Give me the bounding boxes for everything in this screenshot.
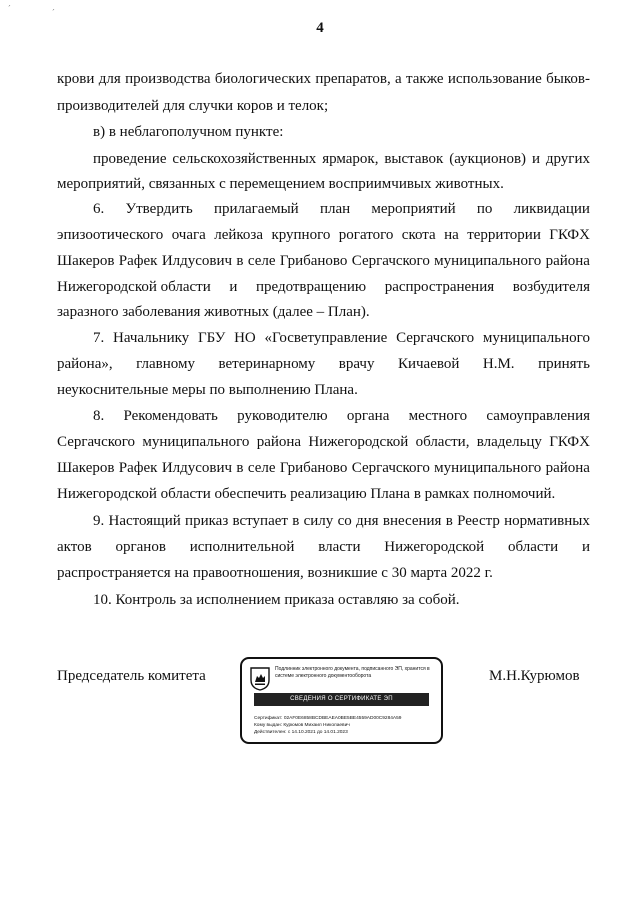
scan-mark: ˊ	[52, 8, 55, 17]
word: распространения	[384, 279, 495, 295]
word: план	[319, 201, 351, 217]
validity-label: Действителен:	[254, 730, 287, 735]
word: Шакеров	[57, 253, 115, 269]
stamp-note: Подлинник электронного документа, подписанного ЭП, хранится в системе электронного документооборота	[275, 666, 430, 679]
word: территории	[467, 227, 541, 243]
paragraph-line: производителей для случки коров и телок;	[57, 98, 329, 114]
word: Н.М.	[482, 356, 515, 372]
word: (аукционов)	[449, 151, 527, 167]
word: вступает	[232, 513, 288, 529]
paragraph-line: 10. Контроль за исполнением приказа оставляю за собой.	[93, 592, 460, 608]
validity-row	[254, 730, 348, 736]
word: селе	[247, 460, 276, 476]
paragraph-line	[93, 200, 590, 218]
word: и	[531, 151, 540, 167]
word: Рафек	[118, 460, 158, 476]
paragraph-line	[57, 252, 590, 270]
word: принять	[538, 356, 590, 372]
certificate-value: 02AF0E6858BCDBEAEA0BE5BE4559AD00C9284A59	[283, 716, 402, 721]
paragraph-line	[93, 407, 590, 425]
word: владельцу	[476, 434, 542, 450]
paragraph-line	[57, 459, 590, 477]
paragraph-line	[57, 278, 590, 296]
word: 6.	[93, 201, 105, 217]
word: района	[256, 434, 302, 450]
word: Сергачского	[351, 253, 430, 269]
word: в	[236, 460, 244, 476]
word: актов	[57, 539, 92, 555]
word: прилагаемый	[213, 201, 299, 217]
paragraph-line	[57, 355, 590, 373]
coat-of-arms-icon	[250, 667, 270, 691]
word: крови	[57, 71, 95, 87]
word: Кичаевой	[397, 356, 460, 372]
word: муниципального	[482, 330, 590, 346]
validity-value: с 14.10.2021 до 14.01.2023	[287, 730, 348, 735]
word: муниципального	[434, 253, 542, 269]
word: и	[581, 539, 590, 555]
electronic-signature-stamp	[240, 657, 443, 744]
word: Утвердить	[125, 201, 193, 217]
word: дня	[356, 513, 379, 529]
word: района»,	[57, 356, 113, 372]
word: производства	[125, 71, 211, 87]
word: области,	[415, 434, 470, 450]
word: по	[476, 201, 493, 217]
word: препаратов,	[315, 71, 391, 87]
paragraph-line	[93, 150, 590, 168]
word: селе	[247, 253, 276, 269]
word: Грибаново	[279, 253, 348, 269]
paragraph-line	[57, 538, 590, 556]
word: биологических	[214, 71, 312, 87]
word: руководителю	[237, 408, 328, 424]
word: ГБУ	[197, 330, 226, 346]
paragraph-line	[57, 70, 590, 88]
word: главному	[136, 356, 195, 372]
issued-to-label: Кому выдан:	[254, 723, 282, 728]
word: скота	[401, 227, 436, 243]
word: Сергачского	[396, 330, 475, 346]
word: мероприятий	[371, 201, 456, 217]
word: Шакеров	[57, 460, 115, 476]
page-number: 4	[316, 20, 324, 36]
word: муниципального	[142, 434, 250, 450]
issued-to-value: Курюмов Михаил Николаевич	[283, 723, 350, 728]
word: Реестр	[457, 513, 500, 529]
word: использование	[447, 71, 542, 87]
word: внесения	[382, 513, 442, 529]
word: Сергачского	[351, 460, 430, 476]
word: врачу	[338, 356, 375, 372]
paragraph-line: заразного заболевания животных (далее – План).	[57, 304, 370, 320]
word: власти	[318, 539, 361, 555]
word: приказ	[185, 513, 229, 529]
word: Нижегородской	[308, 434, 409, 450]
word: предотвращению	[255, 279, 367, 295]
word: ветеринарному	[218, 356, 316, 372]
word: самоуправления	[486, 408, 590, 424]
word: рогатого	[338, 227, 394, 243]
word: Рекомендовать	[123, 408, 218, 424]
paragraph-line	[93, 512, 590, 530]
word: Настоящий	[108, 513, 181, 529]
word: на	[444, 227, 459, 243]
word: ГКФХ	[549, 227, 590, 243]
paragraph-line: в) в неблагополучном пункте:	[93, 124, 284, 140]
word: Нижегородской области	[57, 279, 211, 295]
word: Рафек	[118, 253, 158, 269]
word: в	[445, 513, 453, 529]
word: а	[395, 71, 402, 87]
word: Нижегородской	[384, 539, 485, 555]
word: ГКФХ	[549, 434, 590, 450]
paragraph-line: Нижегородской области обеспечить реализацию Плана в рамках полномочий.	[57, 486, 556, 502]
word: района	[545, 460, 590, 476]
issued-to-row	[254, 723, 350, 729]
word: быков-	[546, 71, 590, 87]
word: Сергачского	[57, 434, 136, 450]
word: со	[337, 513, 352, 529]
word: ярмарок,	[322, 151, 379, 167]
word: эпизоотического	[57, 227, 164, 243]
word: Илдусович	[161, 460, 233, 476]
stamp-header: СВЕДЕНИЯ О СЕРТИФИКАТЕ ЭП	[254, 693, 429, 706]
word: других	[545, 151, 590, 167]
paragraph-line: неукоснительные меры по выполнению Плана.	[57, 382, 358, 398]
certificate-label: Сертификат:	[254, 716, 283, 721]
signatory-name: М.Н.Курюмов	[489, 668, 580, 684]
word: Начальнику	[113, 330, 190, 346]
word: очага	[171, 227, 206, 243]
word: муниципального	[434, 460, 542, 476]
word: органов	[115, 539, 166, 555]
paragraph-line: мероприятий, связанных с перемещением восприимчивых животных.	[57, 176, 504, 192]
word: НО	[234, 330, 256, 346]
word: Илдусович	[161, 253, 233, 269]
word: и	[229, 279, 238, 295]
word: для	[98, 71, 121, 87]
word: «Госветуправление	[264, 330, 388, 346]
word: исполнительной	[189, 539, 295, 555]
word: Грибаново	[279, 460, 348, 476]
word: сельскохозяйственных	[172, 151, 317, 167]
certificate-row	[254, 716, 401, 722]
word: 9.	[93, 513, 105, 529]
word: нормативных	[504, 513, 590, 529]
word: района	[545, 253, 590, 269]
word: области	[507, 539, 559, 555]
word: также	[406, 71, 444, 87]
word: 8.	[93, 408, 105, 424]
word: 7.	[93, 330, 105, 346]
word: возбудителя	[512, 279, 590, 295]
paragraph-line	[93, 329, 590, 347]
word: ликвидации	[513, 201, 590, 217]
word: крупного	[271, 227, 331, 243]
word: в	[292, 513, 300, 529]
word: органа	[346, 408, 390, 424]
word: в	[236, 253, 244, 269]
paragraph-line	[57, 433, 590, 451]
paragraph-line: распространяется на правоотношения, возникшие с 30 марта 2022 г.	[57, 565, 493, 581]
word: силу	[303, 513, 334, 529]
word: лейкоза	[214, 227, 264, 243]
scan-mark: ˊ	[8, 4, 11, 13]
word: выставок	[384, 151, 444, 167]
word: проведение	[93, 151, 167, 167]
word: местного	[408, 408, 468, 424]
signatory-position: Председатель комитета	[57, 668, 206, 684]
paragraph-line	[57, 226, 590, 244]
